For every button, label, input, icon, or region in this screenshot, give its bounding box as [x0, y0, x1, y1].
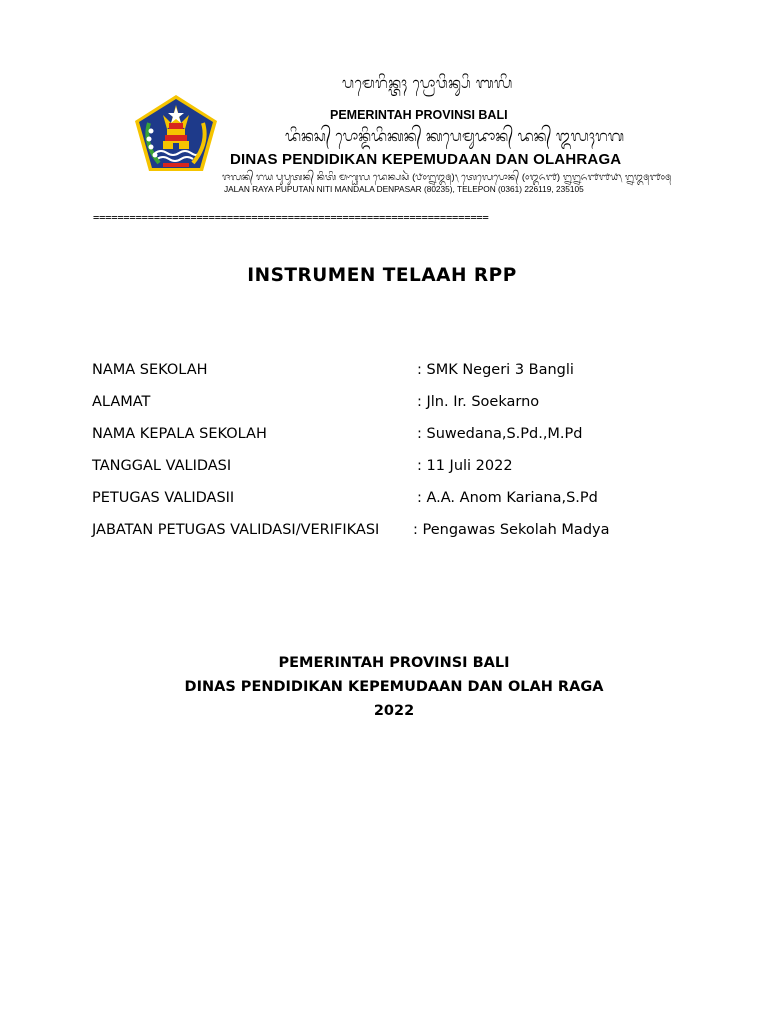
field-label: ALAMAT [92, 394, 151, 410]
bali-emblem-logo [133, 93, 219, 173]
footer-department: DINAS PENDIDIKAN KEPEMUDAAN DAN OLAH RAGA [184, 679, 604, 695]
field-label: PETUGAS VALIDASII [92, 490, 235, 506]
letterhead-government-name: PEMERINTAH PROVINSI BALI [330, 108, 508, 122]
field-label: NAMA SEKOLAH [92, 362, 208, 378]
field-label: NAMA KEPALA SEKOLAH [92, 426, 267, 442]
field-value: : Jln. Ir. Soekarno [417, 394, 540, 410]
field-value: : 11 Juli 2022 [417, 458, 513, 474]
field-value: : SMK Negeri 3 Bangli [417, 362, 574, 378]
footer-government: PEMERINTAH PROVINSI BALI [278, 655, 510, 671]
letterhead-script-line-2: ᬤᬶᬦᬲ᭄ ᬧᭀᬦ᭄ᬤᬶᬤᬶᬓᬦ᭄ ᬓᬧᬾᬫᬸᬤᬵᬦ᭄ ᬤᬦ᭄ ᬑᬮᬄᬭᬕ [285, 128, 625, 145]
letterhead-address: JALAN RAYA PUPUTAN NITI MANDALA DENPASAR (80235), TELEPON (0361) 226119, 235105 [224, 184, 584, 194]
footer-year: 2022 [373, 703, 415, 719]
letterhead-department-name: DINAS PENDIDIKAN KEPEMUDAAN DAN OLAHRAGA [230, 151, 622, 168]
field-value: : A.A. Anom Kariana,S.Pd [417, 490, 598, 506]
field-value: : Pengawas Sekolah Madya [413, 522, 610, 538]
field-label: TANGGAL VALIDASI [92, 458, 232, 474]
letterhead-script-line-3: ᬚᬮᬦ᭄ ᬭᬬ ᬧᬸᬧᬸᬢᬦ᭄ ᬦᬶᬢᬶ ᬫᬡ᭄ᬟᬮ ᬤᬾᬦ᭄ᬧᬲᬃ (᭘᭐᭒᭓᭕)᭞ ᬢᬾᬮᬾᬧᭀᬦ᭄ (᭐᭓᭖᭑) ᭒᭒᭖᭑᭑᭙᭞ ᭒᭓᭕᭑᭐᭕ [222, 172, 672, 183]
separator-line: ================================================================= [93, 212, 489, 224]
letterhead-script-line-1: ᬧᬫᬾᬭᬶᬦ᭄ᬢᬄ ᬧ᭄ᬭᭀᬯᬶᬦ᭄ᬲᬶ ᬩᬮᬶ [342, 75, 513, 92]
field-label: JABATAN PETUGAS VALIDASI/VERIFIKASI [92, 522, 380, 538]
field-value: : Suwedana,S.Pd.,M.Pd [417, 426, 583, 442]
document-title: INSTRUMEN TELAAH RPP [247, 265, 517, 286]
